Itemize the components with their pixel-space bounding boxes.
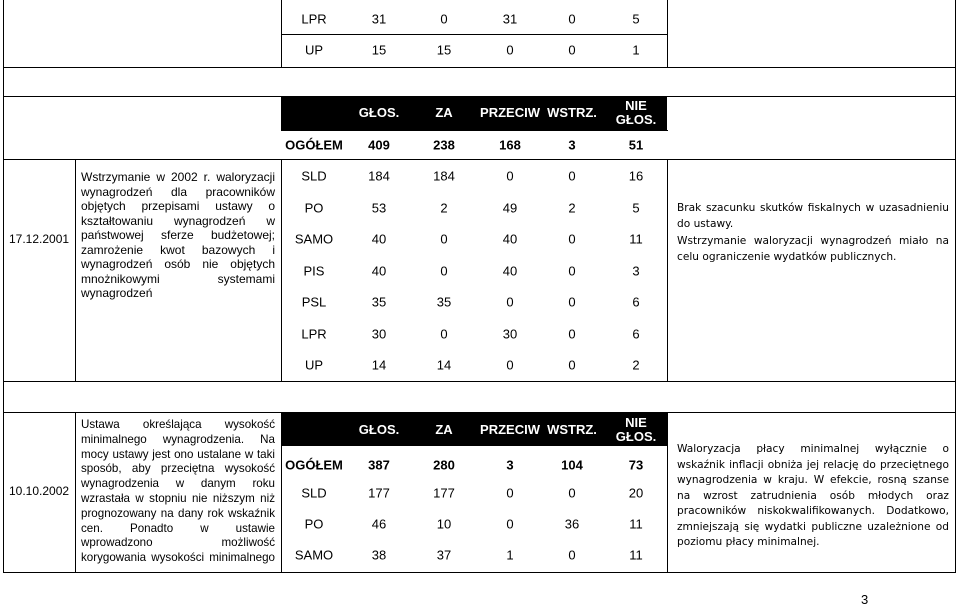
- page-number: 3: [861, 592, 869, 607]
- block-rule-3: [3, 159, 956, 160]
- votes-against: 49: [502, 200, 518, 215]
- total-absent: 51: [628, 137, 644, 152]
- votes-for: 35: [436, 294, 452, 310]
- votes-all: 40: [371, 263, 387, 278]
- votes-abstain: 0: [568, 357, 576, 373]
- table-row: [281, 256, 667, 286]
- table-row: [281, 161, 667, 191]
- note-paragraph: Wstrzymanie waloryzacji wynagrodzeń miało na celu ograniczenie wydatków publicznych.: [677, 235, 949, 263]
- club-name: PO: [304, 516, 324, 532]
- table-row: [281, 224, 667, 254]
- table-row: [281, 319, 667, 349]
- header-all: GŁOS.: [358, 421, 400, 437]
- votes-abstain: 2: [568, 200, 576, 215]
- votes-absent: 20: [628, 485, 644, 501]
- votes-abstain: 0: [568, 231, 576, 247]
- votes-all: 15: [371, 42, 387, 58]
- votes-absent: 5: [632, 200, 640, 215]
- total-against: 168: [499, 137, 521, 152]
- votes-against: 0: [506, 357, 514, 373]
- votes-for: 184: [433, 168, 455, 184]
- votes-absent: 11: [629, 516, 643, 532]
- header-against: PRZECIW: [480, 105, 540, 120]
- header-absent: NIE GŁOS.: [615, 414, 657, 444]
- votes-all: 31: [371, 11, 387, 27]
- table-row: [281, 478, 667, 508]
- entry2-col-divider-votes: [667, 412, 668, 572]
- votes-all: 40: [371, 231, 387, 247]
- entry-note: Waloryzacja płacy minimalnej wyłącznie o wskaźnik inflacji obniża jej relację do przeciętnego wynagrodzenia w kraju. W efekcie, rosną szanse na wzrost zatrudnienia osób młodych oraz pracowników niskokwalifikowanych. Dodatkowo, zmniejszają się wydatki publiczne uzależnione od poziomu płacy minimalnej.: [677, 443, 949, 548]
- entry1-col-divider-date: [75, 159, 76, 381]
- votes-against: 0: [506, 485, 514, 501]
- table-row: [281, 35, 667, 65]
- votes-absent: 11: [629, 231, 643, 247]
- club-name: PSL: [301, 294, 327, 310]
- header-absent: NIE GŁOS.: [615, 98, 657, 127]
- votes-abstain: 0: [568, 547, 576, 563]
- votes-against: 0: [506, 516, 514, 532]
- votes-all: 35: [371, 294, 387, 310]
- votes-against: 0: [506, 168, 514, 184]
- votes-all: 14: [371, 357, 387, 373]
- club-name: PIS: [303, 263, 325, 278]
- club-name: SAMO: [294, 547, 334, 563]
- votes-for: 0: [440, 326, 448, 341]
- votes-for: 10: [436, 516, 452, 532]
- votes-for: 37: [436, 547, 452, 563]
- club-name: SLD: [301, 485, 327, 501]
- total-for: 280: [433, 457, 455, 473]
- votes-abstain: 0: [568, 168, 576, 184]
- votes-abstain: 0: [568, 294, 576, 310]
- votes-absent: 3: [632, 263, 640, 278]
- votes-for: 0: [440, 11, 448, 27]
- votes-against: 40: [502, 231, 518, 247]
- votes-all: 30: [371, 326, 387, 341]
- votes-absent: 6: [632, 294, 640, 310]
- votes-against: 30: [502, 326, 518, 341]
- vote-table-header: [281, 413, 667, 446]
- votes-abstain: 0: [568, 42, 576, 58]
- club-name: PO: [304, 200, 324, 215]
- votes-all: 184: [368, 168, 390, 184]
- votes-against: 31: [502, 11, 518, 27]
- votes-absent: 11: [629, 547, 643, 563]
- votes-absent: 16: [628, 168, 644, 184]
- vote-total-row: [281, 130, 667, 159]
- header-all: GŁOS.: [358, 105, 400, 120]
- table-row: [281, 350, 667, 380]
- entry2-col-divider-date: [75, 412, 76, 572]
- votes-abstain: 0: [568, 11, 576, 27]
- club-name: UP: [304, 357, 324, 373]
- votes-abstain: 0: [568, 326, 576, 341]
- votes-abstain: 36: [564, 516, 580, 532]
- club-name: LPR: [301, 11, 327, 27]
- total-abstain: 3: [568, 137, 576, 152]
- votes-absent: 5: [632, 11, 640, 27]
- votes-all: 53: [371, 200, 387, 215]
- header-against: PRZECIW: [480, 421, 540, 437]
- vote-total-row: [281, 449, 667, 481]
- entry-note: [677, 201, 949, 265]
- votes-for: 2: [440, 200, 448, 215]
- block-rule-1: [3, 67, 956, 68]
- total-absent: 73: [628, 457, 644, 473]
- header-abstain: WSTRZ.: [547, 421, 597, 437]
- votes-against: 1: [506, 547, 514, 563]
- votes-against: 40: [502, 263, 518, 278]
- total-label: OGÓŁEM: [285, 457, 343, 473]
- votes-against: 0: [506, 294, 514, 310]
- votes-absent: 6: [632, 326, 640, 341]
- total-all: 409: [368, 137, 390, 152]
- total-for: 238: [433, 137, 455, 152]
- entry-description: Wstrzymanie w 2002 r. waloryzacji wynagrodzeń dla pracowników objętych przepisami ustawy o kształtowaniu wynagrodzeń w państwowej sferze budżetowej; zamrożenie kwot bazowych i wynagrodzeń osób nie objętych mnożnikowymi systemami wynagrodzeń: [81, 170, 275, 300]
- votes-for: 177: [433, 485, 455, 501]
- entry-date: 10.10.2002: [9, 484, 70, 498]
- table-row: [281, 287, 667, 317]
- votes-abstain: 0: [568, 263, 576, 278]
- block-rule-4: [3, 381, 956, 382]
- votes-for: 0: [440, 263, 448, 278]
- entry-description: Ustawa określająca wysokość minimalnego wynagrodzenia. Na mocy ustawy jest ono ustalane w taki sposób, aby przeciętna wysokość wynagrodzenia w danym roku wzrastała w stopniu nie niższym niż prognozowany na dany rok wskaźnik cen. Ponadto w ustawie wprowadzono możliwość korygowania wysokości minimalnego: [81, 418, 275, 565]
- club-name: SAMO: [294, 231, 334, 247]
- table-row: [281, 193, 667, 223]
- table-border-left: [3, 0, 4, 572]
- header-for: ZA: [435, 105, 453, 120]
- table-border-right: [955, 0, 956, 572]
- total-abstain: 104: [561, 457, 583, 473]
- entry-date: 17.12.2001: [9, 232, 70, 246]
- table-row: [281, 4, 667, 34]
- votes-for: 15: [436, 42, 452, 58]
- total-all: 387: [368, 457, 390, 473]
- header-for: ZA: [435, 421, 453, 437]
- club-name: SLD: [301, 168, 327, 184]
- votes-abstain: 0: [568, 485, 576, 501]
- club-name: LPR: [301, 326, 327, 341]
- entry1-col-divider-votes: [667, 159, 668, 381]
- votes-all: 46: [371, 516, 387, 532]
- vote-table-header: [281, 96, 667, 130]
- note-paragraph: Brak szacunku skutków fiskalnych w uzasadnieniu do ustawy.: [677, 202, 949, 230]
- votes-all: 177: [368, 485, 390, 501]
- total-label: OGÓŁEM: [285, 137, 343, 152]
- table-row: [281, 509, 667, 539]
- header-abstain: WSTRZ.: [547, 105, 597, 120]
- votes-absent: 1: [632, 42, 640, 58]
- club-name: UP: [304, 42, 324, 58]
- votes-against: 0: [506, 42, 514, 58]
- total-against: 3: [506, 457, 514, 473]
- votes-all: 38: [371, 547, 387, 563]
- votes-absent: 2: [632, 357, 640, 373]
- table-row: [281, 540, 667, 570]
- votes-for: 0: [440, 231, 448, 247]
- votes-for: 14: [436, 357, 452, 373]
